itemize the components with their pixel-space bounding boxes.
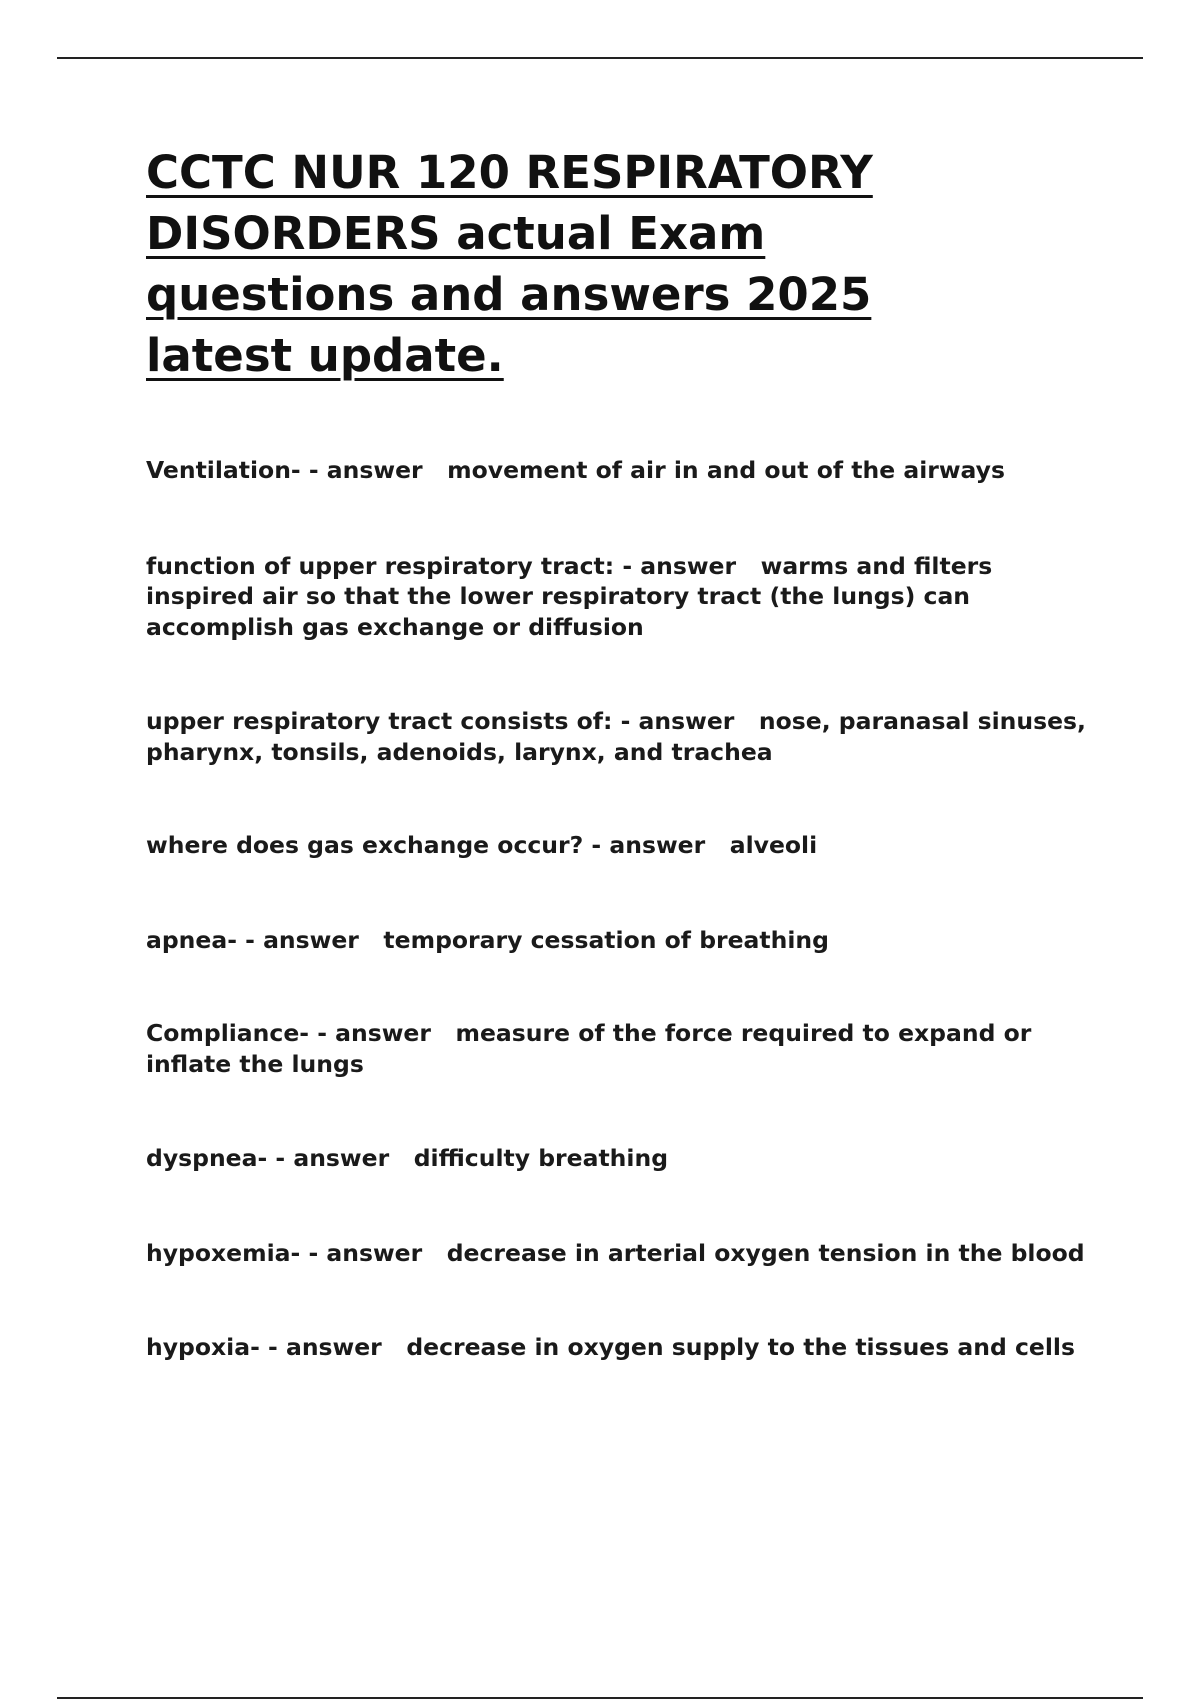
qa-item: function of upper respiratory tract: - answer warms and filters inspired air so that the lower respiratory tract (the lungs) can accomplish gas exchange or diffusion <box>146 551 1001 641</box>
qa-item: Ventilation- - answer movement of air in and out of the airways <box>146 456 1005 484</box>
qa-item: dyspnea- - answer difficulty breathing <box>146 1144 669 1172</box>
qa-item: Compliance- - answer measure of the force required to expand or inflate the lungs <box>146 1019 1040 1078</box>
document-body <box>146 142 1095 1363</box>
top-divider <box>57 57 1143 59</box>
document-title: CCTC NUR 120 RESPIRATORY DISORDERS actual Exam questions and answers 2025 latest update. <box>146 146 873 382</box>
qa-item: hypoxemia- - answer decrease in arterial oxygen tension in the blood <box>146 1238 1085 1267</box>
qa-item: apnea- - answer temporary cessation of breathing <box>146 925 829 954</box>
qa-item: hypoxia- - answer decrease in oxygen supply to the tissues and cells <box>146 1333 1075 1361</box>
bottom-divider <box>57 1697 1143 1699</box>
qa-list <box>146 455 1095 1363</box>
qa-item: upper respiratory tract consists of: - answer nose, paranasal sinuses, pharynx, tonsils, adenoids, larynx, and trachea <box>146 707 1095 766</box>
qa-item: where does gas exchange occur? - answer alveoli <box>146 831 818 859</box>
